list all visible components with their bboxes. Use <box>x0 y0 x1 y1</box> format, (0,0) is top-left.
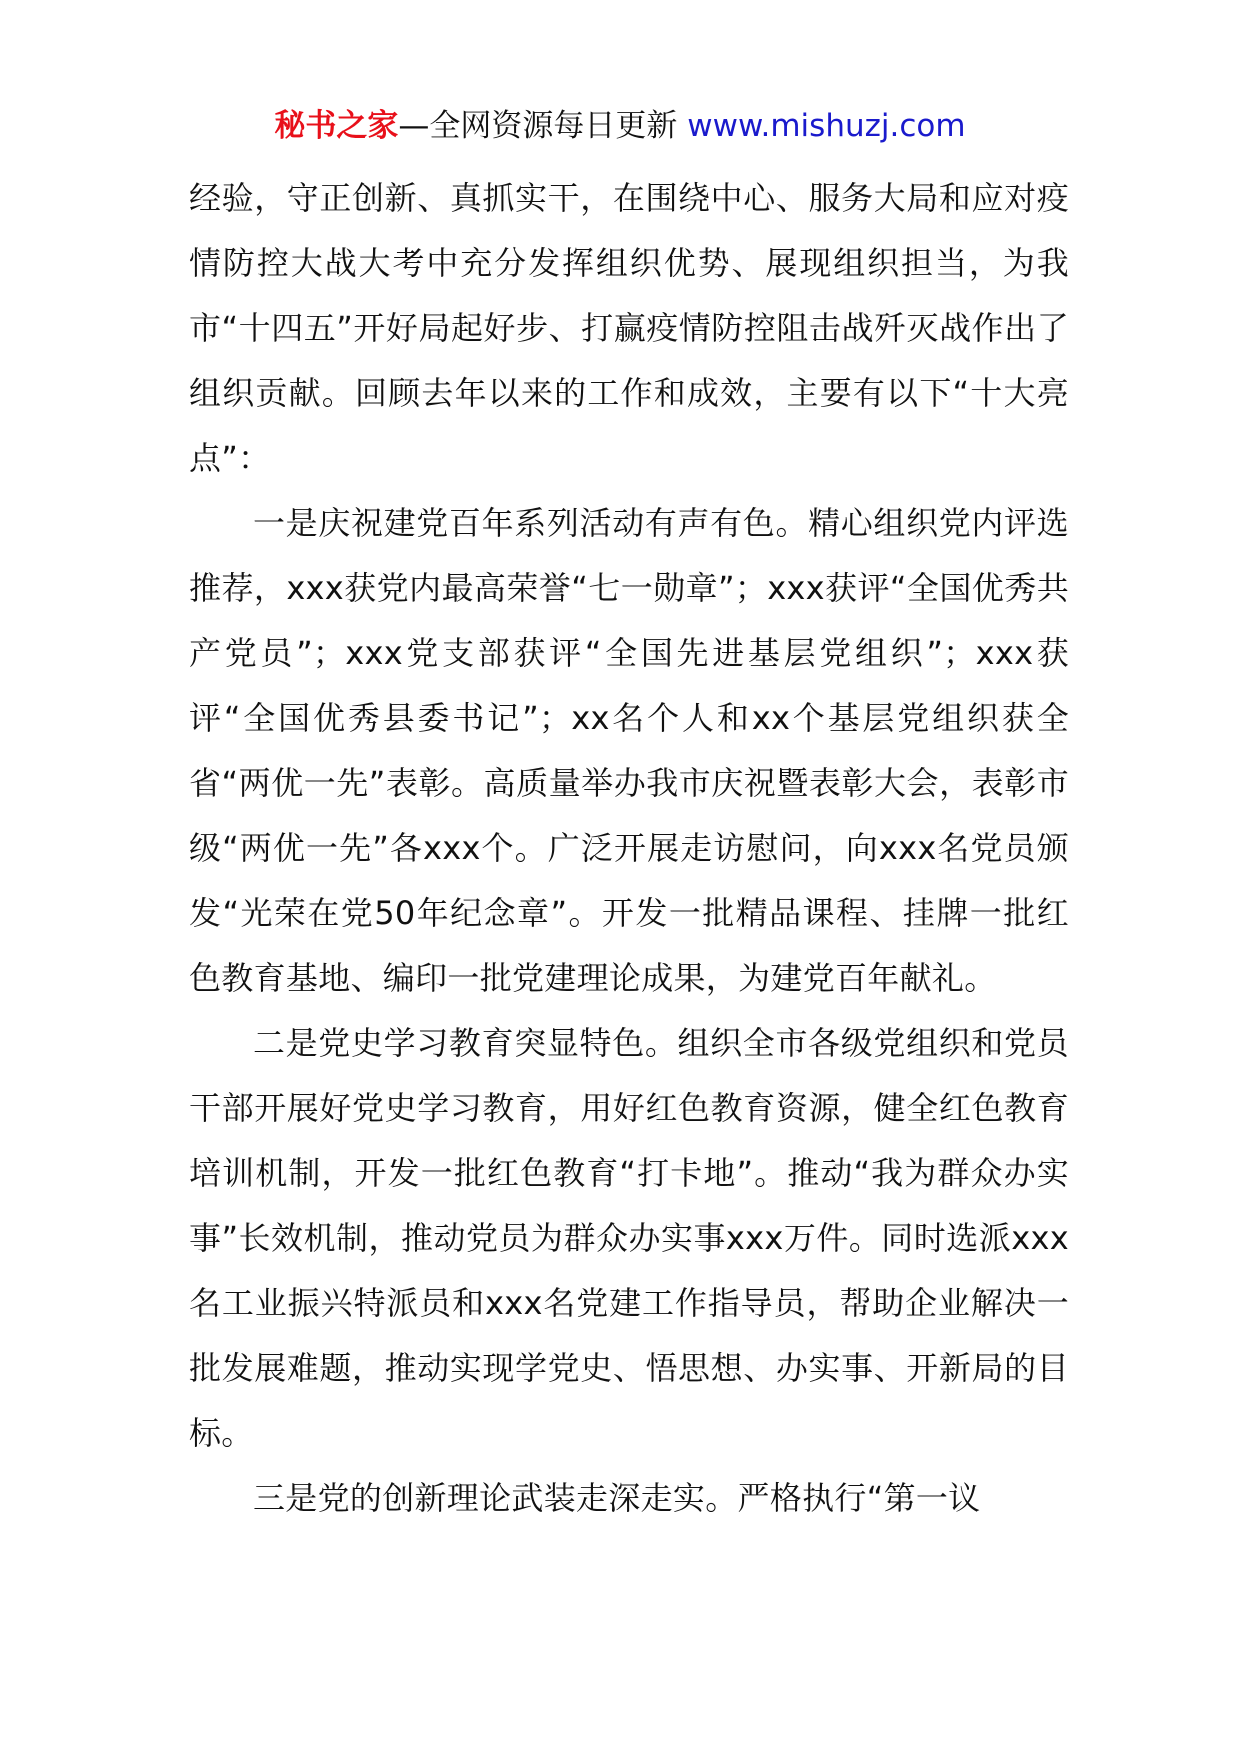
paragraph-highlight-two: 二是党史学习教育突显特色。组织全市各级党组织和党员干部开展好党史学习教育，用好红色教育资源，健全红色教育培训机制，开发一批红色教育“打卡地”。推动“我为群众办实事”长效机制，推动党员为群众办实事xxx万件。同时选派xxx名工业振兴特派员和xxx名党建工作指导员，帮助企业解决一批发展难题，推动实现学党史、悟思想、办实事、开新局的目标。 <box>189 1024 1069 1452</box>
page-header <box>0 104 1240 148</box>
site-brand: 秘书之家 <box>274 108 399 144</box>
site-url-link[interactable]: www.mishuzj.com <box>687 108 966 144</box>
site-tagline: —全网资源每日更新 <box>398 108 678 144</box>
paragraph-highlight-one: 一是庆祝建党百年系列活动有声有色。精心组织党内评选推荐，xxx获党内最高荣誉“七一勋章”；xxx获评“全国优秀共产党员”；xxx党支部获评“全国先进基层党组织”；xxx获评“全国优秀县委书记”；xx名个人和xx个基层党组织获全省“两优一先”表彰。高质量举办我市庆祝暨表彰大会，表彰市级“两优一先”各xxx个。广泛开展走访慰问，向xxx名党员颁发“光荣在党50年纪念章”。开发一批精品课程、挂牌一批红色教育基地、编印一批党建理论成果，为建党百年献礼。 <box>189 504 1069 997</box>
document-body <box>189 166 1069 1531</box>
paragraph-continuation: 经验，守正创新、真抓实干，在围绕中心、服务大局和应对疫情防控大战大考中充分发挥组织优势、展现组织担当，为我市“十四五”开好局起好步、打赢疫情防控阻击战歼灭战作出了组织贡献。回顾去年以来的工作和成效，主要有以下“十大亮点”： <box>189 179 1069 477</box>
paragraph-highlight-three: 三是党的创新理论武装走深走实。严格执行“第一议 <box>253 1479 981 1517</box>
